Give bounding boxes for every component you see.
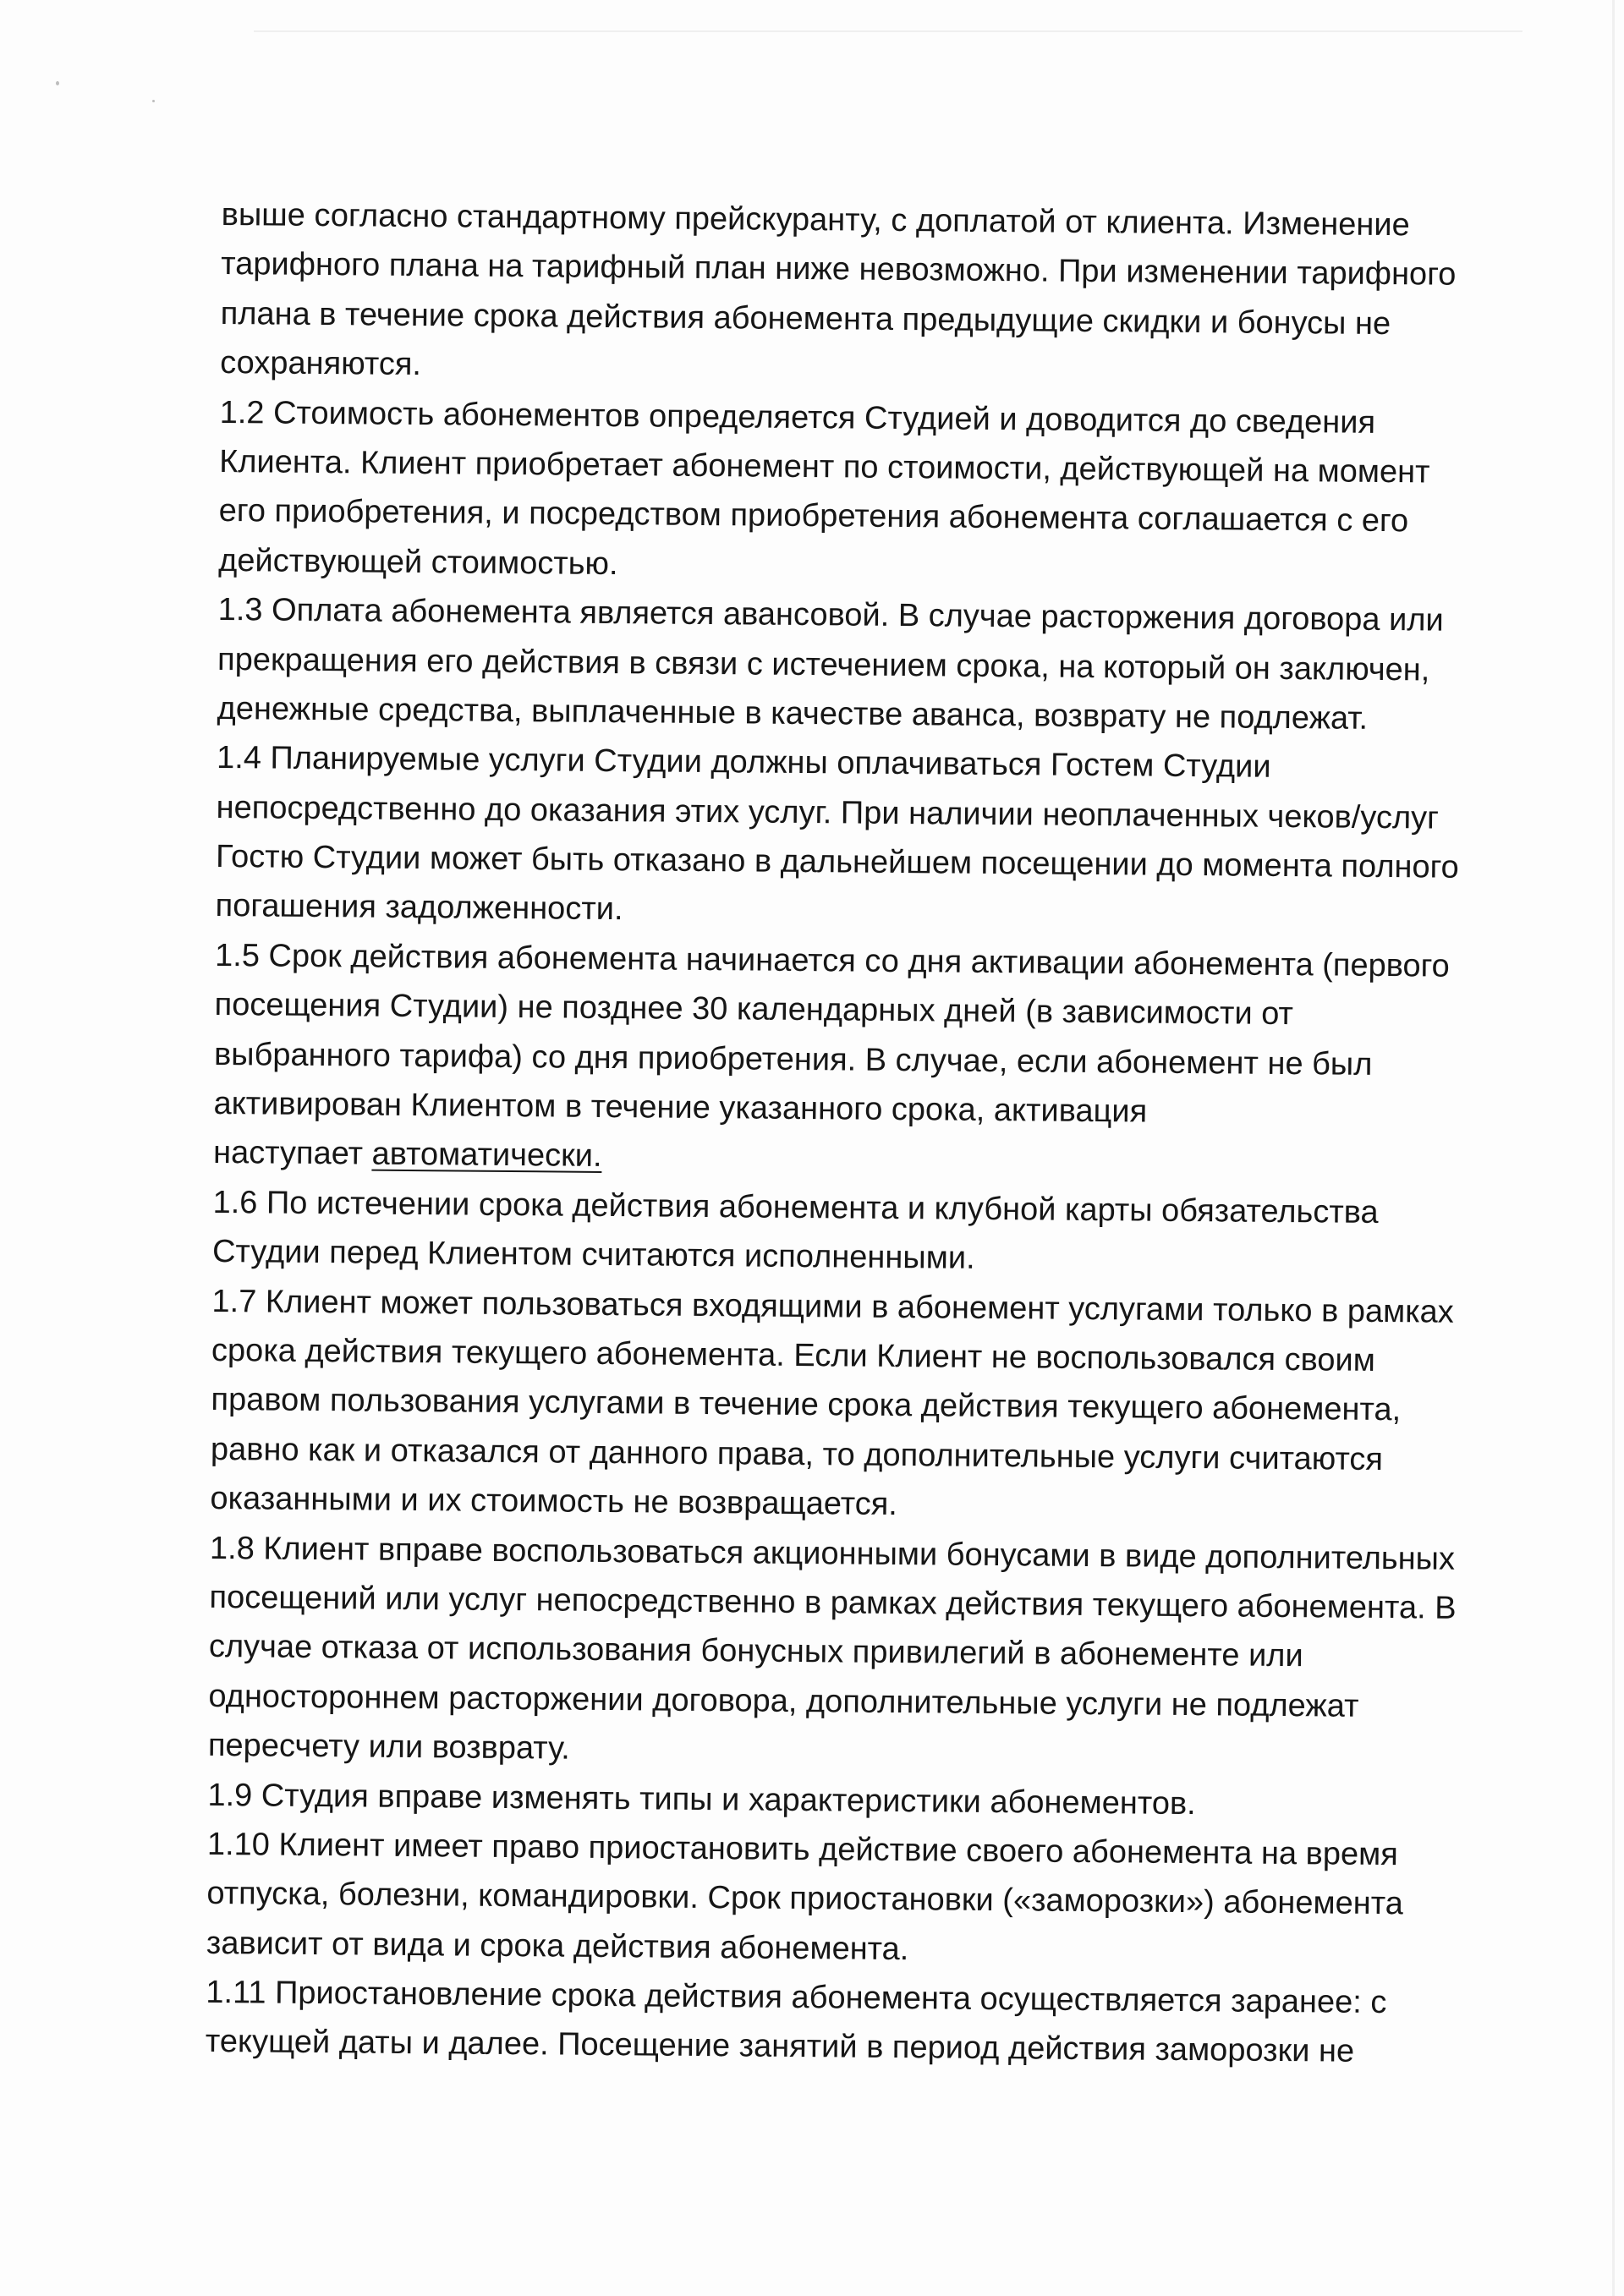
text-line: его приобретения, и посредством приобретения абонемента соглашается с его [218,493,1409,540]
text-line: Клиента. Клиент приобретает абонемент по стоимости, действующей на момент [219,443,1430,490]
text-line: одностороннем расторжении договора, дополнительные услуги не подлежат [208,1678,1359,1724]
text-line: плана в течение срока действия абонемента предыдущие скидки и бонусы не [220,295,1391,342]
text-line: Гостю Студии может быть отказано в дальнейшем посещении до момента полного [215,839,1459,885]
text-line: текущей даты и далее. Посещение занятий в период действия заморозки не [205,2024,1355,2070]
text-line: действующей стоимостью. [217,542,618,582]
text-line-prefix: наступает [212,1135,372,1173]
text-line: 1.3 Оплата абонемента является авансовой. В случае расторжения договора или [217,592,1444,638]
text-line: 1.5 Срок действия абонемента начинается со дня активации абонемента (первого [214,937,1450,984]
text-line: равно как и отказался от данного права, то дополнительные услуги считаются [210,1431,1384,1477]
scan-top-edge [254,30,1522,32]
text-line: пересчету или возврату. [207,1728,571,1767]
text-line: денежные средства, выплаченные в качестве аванса, возврату не подлежат. [217,690,1369,737]
text-line: 1.7 Клиент может пользоваться входящими в абонемент услугами только в рамках [211,1283,1454,1330]
text-line: непосредственно до оказания этих услуг. При наличии неоплаченных чеков/услуг [216,789,1440,836]
text-line: 1.4 Планируемые услуги Студии должны оплачиваться Гостем Студии [216,740,1271,786]
text-line: посещений или услуг непосредственно в рамках действия текущего абонемента. В [209,1579,1457,1626]
text-line: активирован Клиентом в течение указанного срока, активация [213,1085,1148,1130]
text-line: 1.6 По истечении срока действия абонемента и клубной карты обязательства [212,1184,1379,1230]
text-line: выбранного тарифа) со дня приобретения. В случае, если абонемент не был [213,1036,1373,1082]
text-line: погашения задолженности. [215,888,623,928]
scan-speck [152,100,155,102]
text-line: тарифного плана на тарифный план ниже невозможно. При изменении тарифного [221,246,1457,293]
scan-right-edge [1612,0,1615,2296]
text-line: 1.2 Стоимость абонементов определяется Студией и доводится до сведения [219,394,1376,441]
text-line: 1.10 Клиент имеет право приостановить действие своего абонемента на время [206,1826,1398,1873]
text-line: случае отказа от использования бонусных привилегий в абонементе или [208,1629,1303,1674]
text-line: Студии перед Клиентом считаются исполненными. [211,1234,975,1277]
text-line: прекращения его действия в связи с истечением срока, на который он заключен, [217,641,1430,688]
text-line: 1.8 Клиент вправе воспользоваться акционными бонусами в виде дополнительных [209,1530,1456,1577]
text-line: выше согласно стандартному прейскуранту, с доплатой от клиента. Изменение [221,196,1410,244]
text-line: 1.9 Студия вправе изменять типы и характеристики абонементов. [207,1777,1196,1822]
text-line: зависит от вида и срока действия абонемента. [206,1925,909,1967]
text-line: посещения Студии) не позднее 30 календарных дней (в зависимости от [214,987,1294,1033]
text-line: 1.11 Приостановление срока действия абонемента осуществляется заранее: с [206,1974,1387,2021]
text-line: срока действия текущего абонемента. Если Клиент не воспользовался своим [211,1332,1376,1378]
underlined-word: автоматически. [371,1137,602,1175]
text-line: сохраняются. [220,345,422,383]
text-line: отпуска, болезни, командировки. Срок приостановки («заморозки») абонемента [206,1876,1404,1922]
scan-speck [56,81,59,85]
text-line: правом пользования услугами в течение срока действия текущего абонемента, [211,1382,1402,1428]
document-body [206,190,1524,2078]
text-line: оказанными и их стоимость не возвращается. [210,1481,898,1523]
